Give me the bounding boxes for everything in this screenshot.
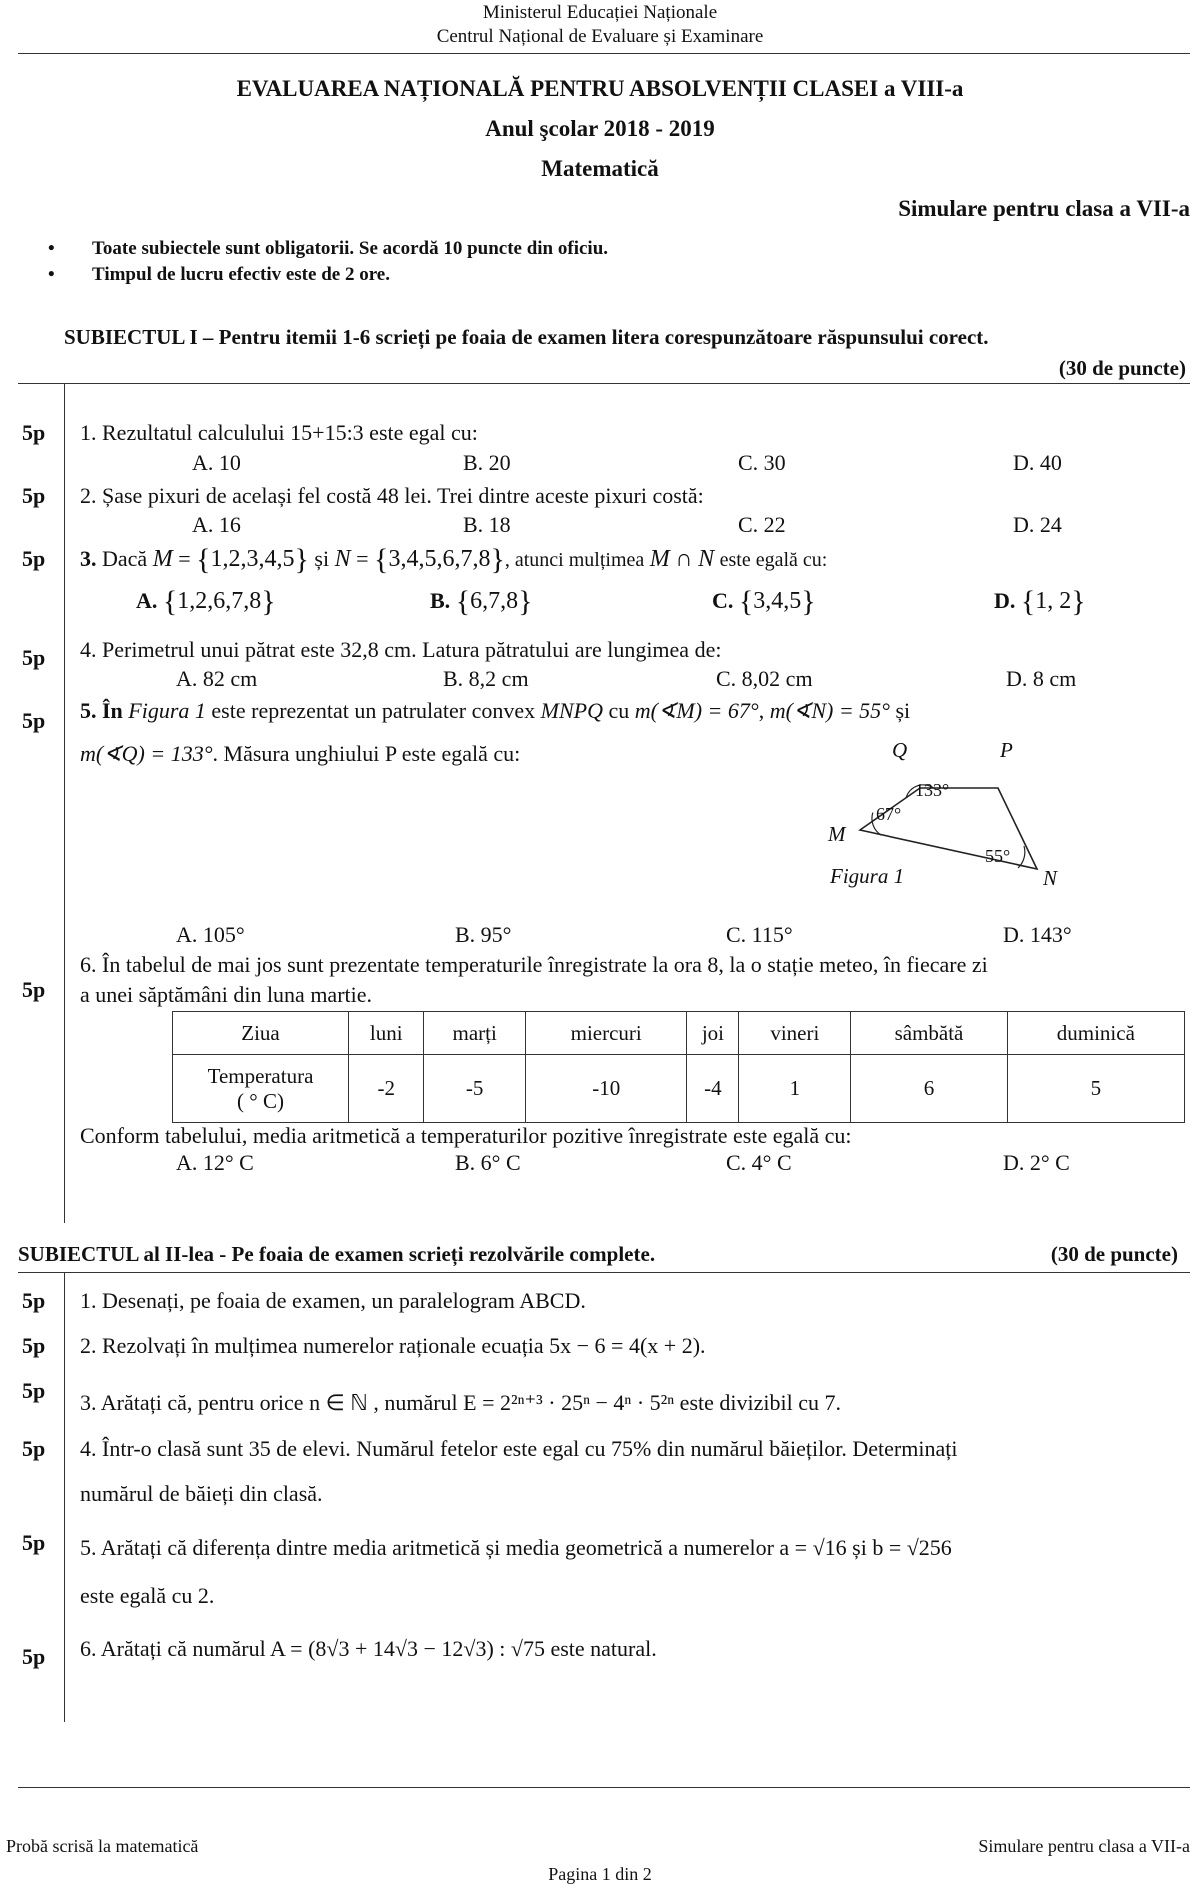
simulation-label: Simulare pentru clasa a VII-a [898, 196, 1190, 221]
item-points: 5p [22, 1530, 46, 1555]
header-divider [18, 53, 1190, 54]
s2-q1: 1. Desenați, pe foaia de examen, un paralelogram ABCD. [80, 1288, 586, 1313]
q6-option-a: A. 12° C [176, 1150, 254, 1175]
table-cell: sâmbătă [851, 1012, 1007, 1055]
q3-option-b: B. {6,7,8} [430, 585, 533, 618]
section1-margin-line [64, 383, 65, 1223]
q6-option-c: C. 4° C [726, 1150, 792, 1175]
q6-text-line1: 6. În tabelul de mai jos sunt prezentate temperaturile înregistrate la ora 8, la o stație meteo, în fiecare zi [80, 952, 988, 977]
q3-set-n: 3,4,5,6,7,8 [388, 546, 491, 572]
s2-q4-line2: numărul de băieți din clasă. [80, 1481, 323, 1506]
footer-divider [18, 1787, 1190, 1788]
q3-tail: , atunci mulțimea [504, 549, 645, 571]
table-cell: 5 [1007, 1055, 1184, 1123]
q1-option-a: A. 10 [192, 450, 241, 475]
vertex-m-label: M [828, 822, 846, 846]
q3-option-a: A. {1,2,6,7,8} [136, 585, 276, 618]
q5-option-c: C. 115° [726, 922, 793, 947]
table-cell: -5 [424, 1055, 526, 1123]
section1-title: SUBIECTUL I – Pentru itemii 1-6 scrieți pe foaia de examen litera corespunzătoare răspunsului corect. [64, 325, 989, 349]
center-name: Centrul Național de Evaluare și Examinare [436, 26, 764, 47]
q6-question: Conform tabelului, media aritmetică a temperaturilor pozitive înregistrate este egală cu: [80, 1123, 852, 1148]
item-points: 5p [22, 708, 46, 733]
q5-line1: 5. În Figura 1 este reprezentat un patrulater convex MNPQ cu m(∢M) = 67°, m(∢N) = 55° și [80, 698, 911, 723]
q4-option-a: A. 82 cm [176, 666, 258, 691]
s2-q6: 6. Arătați că numărul A = (8√3 + 14√3 − 12√3) : √75 este natural. [80, 1636, 657, 1661]
item-points: 5p [22, 1644, 46, 1669]
item-points: 5p [22, 645, 46, 670]
s2-q3: 3. Arătați că, pentru orice n ∈ ℕ , numărul E = 2²ⁿ⁺³ · 25ⁿ − 4ⁿ · 5²ⁿ este divizibil cu 7. [80, 1390, 841, 1415]
q1-text: 1. Rezultatul calculului 15+15:3 este egal cu: [80, 420, 478, 445]
table-cell: -2 [349, 1055, 424, 1123]
table-row [173, 1055, 1185, 1123]
q5-option-d: D. 143° [1003, 922, 1072, 947]
section2-points: (30 de puncte) [1050, 1242, 1178, 1266]
q3-si: și [314, 546, 330, 571]
table-cell: luni [349, 1012, 424, 1055]
figure-caption: Figura 1 [830, 864, 905, 888]
q3-option-d: D. {1, 2} [994, 585, 1086, 618]
q5-option-a: A. 105° [176, 922, 245, 947]
table-header-row [173, 1012, 1185, 1055]
vertex-p-label: P [1000, 738, 1013, 762]
q2-text: 2. Șase pixuri de același fel costă 48 lei. Trei dintre aceste pixuri costă: [80, 483, 704, 508]
instruction-1: Toate subiectele sunt obligatorii. Se acordă 10 puncte din oficiu. [92, 238, 609, 259]
table-cell: Ziua [173, 1012, 349, 1055]
angle-q-label: 133° [915, 780, 950, 800]
page-number: Pagina 1 din 2 [548, 1864, 652, 1884]
q4-text: 4. Perimetrul unui pătrat este 32,8 cm. Latura pătratului are lungimea de: [80, 637, 722, 662]
section2-title: SUBIECTUL al II-lea - Pe foaia de examen scrieți rezolvările complete. [18, 1242, 656, 1266]
q1-option-c: C. 30 [738, 450, 786, 475]
vertex-n-label: N [1043, 866, 1058, 890]
table-cell: -10 [525, 1055, 687, 1123]
table-cell: marți [424, 1012, 526, 1055]
table-cell: miercuri [525, 1012, 687, 1055]
table-cell: Temperatura ( ° C) [173, 1055, 349, 1123]
bullet-icon: • [48, 264, 55, 285]
item-points: 5p [22, 1378, 46, 1403]
vertex-q-label: Q [892, 738, 908, 762]
item-points: 5p [22, 1288, 46, 1313]
footer-right: Simulare pentru clasa a VII-a [978, 1836, 1190, 1856]
item-points: 5p [22, 420, 46, 445]
q1-option-d: D. 40 [1013, 450, 1062, 475]
item-points: 5p [22, 546, 46, 571]
ministry-name: Ministerul Educației Naționale [482, 2, 718, 23]
item-points: 5p [22, 1436, 46, 1461]
table-cell: 6 [851, 1055, 1007, 1123]
q2-option-d: D. 24 [1013, 512, 1062, 537]
q6-option-d: D. 2° C [1003, 1150, 1070, 1175]
q5-option-b: B. 95° [455, 922, 512, 947]
q4-option-d: D. 8 cm [1006, 666, 1077, 691]
table-cell: duminică [1007, 1012, 1184, 1055]
bullet-icon: • [48, 238, 55, 259]
angle-n-label: 55° [985, 846, 1011, 866]
table-cell: vineri [739, 1012, 851, 1055]
footer-left: Probă scrisă la matematică [6, 1836, 199, 1856]
q3-text: 3. Dacă M = {1,2,3,4,5} și N = {3,4,5,6,7,8}, atunci mulțimea M ∩ N este egală cu: [80, 543, 828, 576]
q4-option-b: B. 8,2 cm [443, 666, 529, 691]
q3-option-c: C. {3,4,5} [712, 585, 816, 618]
q2-option-c: C. 22 [738, 512, 786, 537]
section1-points: (30 de puncte) [1058, 356, 1186, 380]
table-cell: joi [687, 1012, 739, 1055]
exam-title: EVALUAREA NAȚIONALĂ PENTRU ABSOLVENȚII CLASEI a VIII-a [236, 76, 964, 101]
s2-q4-line1: 4. Într-o clasă sunt 35 de elevi. Numărul fetelor este egal cu 75% din numărul băieților. Determinați [80, 1436, 958, 1461]
table-cell: -4 [687, 1055, 739, 1123]
q3-daca: Dacă [102, 546, 148, 571]
q3-set-m: 1,2,3,4,5 [210, 546, 295, 572]
q6-option-b: B. 6° C [455, 1150, 521, 1175]
q6-text-line2: a unei săptămâni din luna martie. [80, 982, 373, 1007]
q3-tail2: este egală cu: [719, 549, 828, 571]
s2-q5-line2: este egală cu 2. [80, 1583, 215, 1608]
q2-option-a: A. 16 [192, 512, 241, 537]
q2-option-b: B. 18 [463, 512, 511, 537]
q5-line2: m(∢Q) = 133°. Măsura unghiului P este egală cu: [80, 741, 521, 766]
subject-title: Matematică [541, 156, 659, 181]
q4-option-c: C. 8,02 cm [716, 666, 813, 691]
q3-number: 3. [80, 546, 97, 571]
instruction-2: Timpul de lucru efectiv este de 2 ore. [92, 264, 390, 285]
section2-margin-line [64, 1272, 65, 1722]
table-cell: 1 [739, 1055, 851, 1123]
school-year: Anul şcolar 2018 - 2019 [485, 116, 715, 141]
temperature-table [172, 1011, 1185, 1123]
section1-divider [18, 383, 1190, 384]
s2-q5-line1: 5. Arătați că diferența dintre media aritmetică și media geometrică a numerelor a = √16 și b = √256 [80, 1535, 952, 1560]
item-points: 5p [22, 977, 46, 1002]
item-points: 5p [22, 1333, 46, 1358]
q1-option-b: B. 20 [463, 450, 511, 475]
s2-q2: 2. Rezolvați în mulțimea numerelor raționale ecuația 5x − 6 = 4(x + 2). [80, 1333, 706, 1358]
angle-m-label: 67° [876, 804, 902, 824]
item-points: 5p [22, 483, 46, 508]
section2-divider [18, 1272, 1190, 1273]
